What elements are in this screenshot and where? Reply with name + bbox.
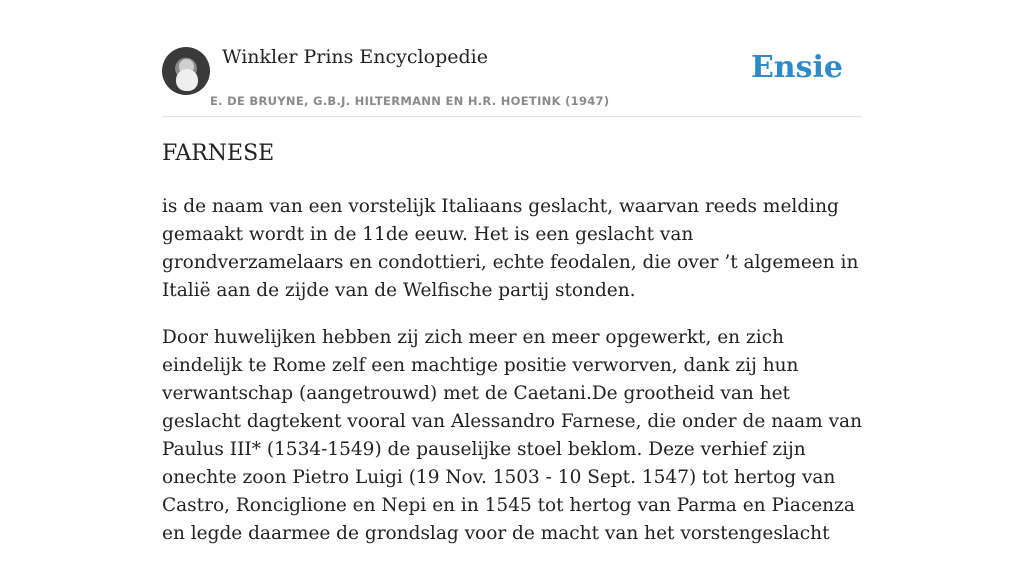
encyclopedia-title[interactable]: Winkler Prins Encyclopedie bbox=[222, 46, 488, 68]
ensie-logo-link[interactable]: Ensie bbox=[750, 50, 843, 85]
paragraph: Door huwelijken hebben zij zich meer en meer opgewerkt, en zich eindelijk te Rome zelf een machtige positie verworven, dank zij hun verwantschap (aangetrouwd) met de Caetani.De grootheid van het geslacht dagtekent vooral van Alessandro Farnese, die onder de naam van Paulus III* (1534-1549) de pauselijke stoel beklom. Deze verhief zijn onechte zoon Pietro Luigi (19 Nov. 1503 - 10 Sept. 1547) tot hertog van Castro, Ronciglione en Nepi en in 1545 tot hertog van Parma en Piacenza en legde daarmee de grondslag voor de macht van het vorstengeslacht bbox=[162, 327, 862, 544]
author-avatar bbox=[162, 47, 210, 95]
avatar-beard bbox=[176, 69, 198, 91]
site-header bbox=[162, 0, 862, 117]
paragraph: is de naam van een vorstelijk Italiaans geslacht, waarvan reeds melding gemaakt wordt in de 11de eeuw. Het is een geslacht van grondverzamelaars en condottieri, echte feodalen, die over ’t algemeen in Italië aan de zijde van de Welfische partij stonden. bbox=[162, 196, 859, 301]
authors-line: E. DE BRUYNE, G.B.J. HILTERMANN EN H.R. HOETINK (1947) bbox=[210, 94, 610, 108]
article-title: FARNESE bbox=[162, 141, 275, 166]
article-body bbox=[162, 193, 862, 567]
page-content bbox=[162, 0, 862, 544]
